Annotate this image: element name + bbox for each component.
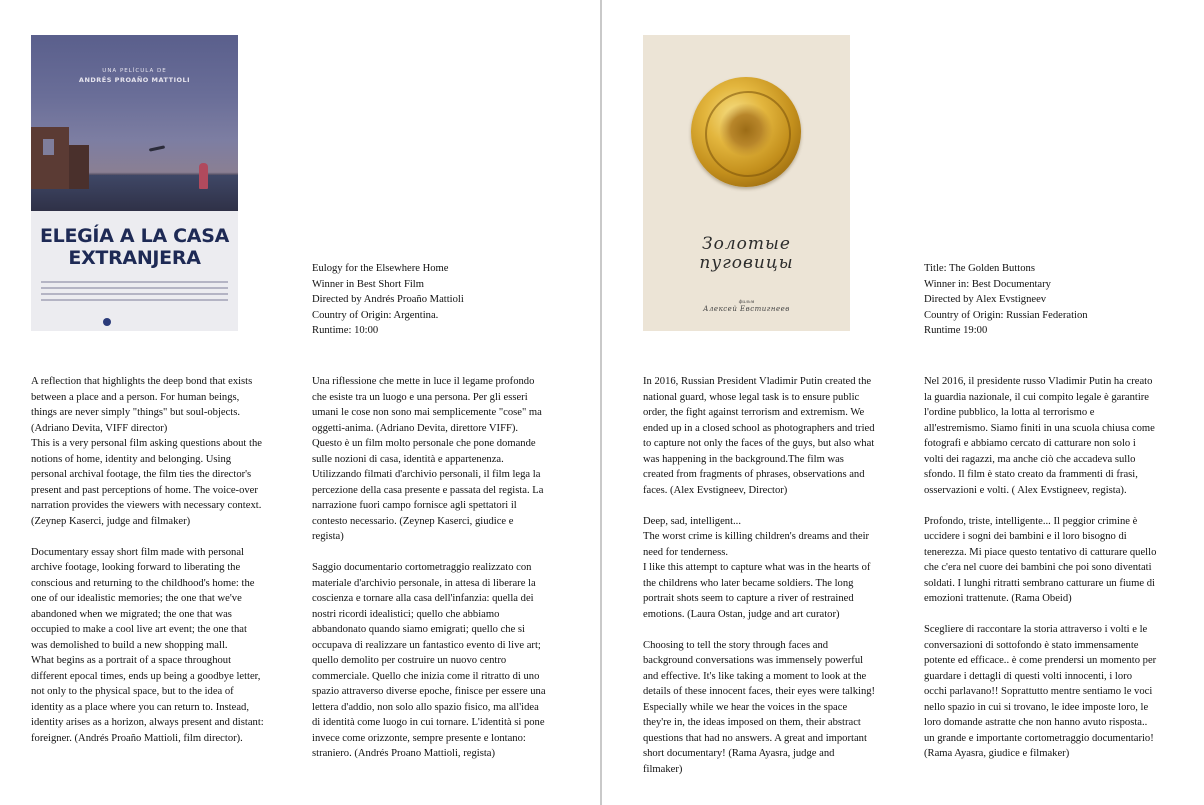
poster-overline-text: UNA PELÍCULA DE (102, 68, 167, 74)
eagle-emblem-icon (719, 103, 773, 157)
review-italian-golden-buttons: Nel 2016, il presidente russo Vladimir Putin ha creato la guardia nazionale, il cui compito legale è garantire l'ordine pubblico, la lotta al terrorismo e all'estremismo. Siamo finiti in una scuola chiusa come fotografi e abbiamo cercato di catturare non solo i volti dei ragazzi, ma anche ciò che accadeva sullo sfondo. Il film è stato creato da frammenti di frasi, osservazioni e volti. ( Alex Evstigneev, regista). Profondo, triste, intelligente... Il peggior crimine è uccidere i sogni dei bambini e il loro bisogno di tenerezza. Mi piace questo tentativo di catturare quello che c'era nel cuore dei bambini che poi sono diventati soldati. I lunghi ritratti sembrano catturare un fiume di emozioni trattenute. (Rama Obeid) Scegliere di raccontare la storia attraverso i volti e le conversazioni di sottofondo è stato immensamente potente ed efficace.. è come prendersi un momento per guardare i dettagli di questi volti innocenti, i loro occhi parlavano!! Soprattutto mentre sentiamo le voci nello spazio in cui si trovano, le idee imposte loro, le loro domande astratte che non hanno avuto risposta.. un grande e importante cortometraggio documentario! (Rama Ayasra, giudice e filmaker) (924, 376, 1157, 759)
review-english-golden-buttons: In 2016, Russian President Vladimir Putin created the national guard, whose legal task is to ensure public order, the fight against terrorism and extremism. We ended up in a closed school as photographers and tried to capture not only the faces of the guys, but also what was happening in the background.The film was created from fragments of phrases, observations and faces. (Alex Evstigneev, Director) Deep, sad, intelligent... The worst crime is killing children's dreams and their need for tenderness. I like this attempt to capture what was in the hearts of the childrens who later became soldiers. The long portrait shots seem to capture a river of restrained emotions. (Laura Ostan, judge and art curator) Choosing to tell the story through faces and background conversations was immensely powerful and effective. It's like taking a moment to look at the details of these innocent faces, their eyes were talking! Especially while we hear the voices in the space they're in, the ideas imposed on them, their abstract questions that had no answers. A great and important short documentary! (Rama Ayasra, judge and filmaker) (643, 376, 876, 775)
review-english-elegia: A reflection that highlights the deep bond that exists between a place and a person. For human beings, things are never simply "things" but soul-objects. (Adriano Devita, VIFF director) This is a very personal film asking questions about the notions of home, identity and belonging. Using personal archival footage, the film ties the director's present and past perceptions of home. The voice-over narration provides the viewers with necessary context. (Zeynep Kaserci, judge and filmaker) Documentary essay short film made with personal archive footage, looking forward to liberating the conscious and returning to the childhood's home: the one of our idealistic memories; the one that we've abandoned when we migrated; the one that was occupied to make a cool live art event; the one that was demolished to build a new shopping mall. What begins as a portrait of a space throughout different epocal times, ends up being a goodbye letter, not only to the physical space, but to the idea of identity as a place where you can return to. Instead, identity arises as a horizon, always present and distant: foreigner. (Andrés Proaño Mattioli, film director). (31, 376, 264, 744)
poster-director: Алексей Евстигнеев (703, 305, 790, 313)
film-info-golden-buttons: Title: The Golden Buttons Winner in: Best Documentary Directed by Alex Evstigneev Country of Origin: Russian Federation Runtime 19:00 (924, 263, 1088, 336)
poster-ruin (31, 127, 69, 189)
poster-overline (31, 68, 238, 84)
left-page (0, 0, 600, 805)
right-page (602, 0, 1204, 805)
poster-elegia (31, 35, 238, 331)
poster-title: Золотые пуговицы (699, 234, 794, 273)
poster-director-overline: фильм (738, 300, 755, 305)
golden-button-image (691, 77, 801, 187)
review-italian-elegia: Una riflessione che mette in luce il legame profondo che esiste tra un luogo e una persona. Per gli esseri umani le cose non sono mai semplicemente "cose" ma oggetti-anima. (Adriano Devita, direttore VIFF). Questo è un film molto personale che pone domande sulle nozioni di casa, identità e appartenenza. Utilizzando filmati d'archivio personali, il film lega la percezione della casa presente e passata del regista. La narrazione fuori campo fornisce agli spettatori il contesto necessario. (Zeynep Kaserci, giudice e regista) Saggio documentario cortometraggio realizzato con materiale d'archivio personale, in attesa di liberare la coscienza e tornare alla casa dell'infanzia: quella dei nostri ricordi idealistici; quello che abbiamo abbandonato quando siamo emigrati; quello che si occupava di realizzare un fantastico evento di live art; quello demolito per costruire un nuovo centro commerciale. Quello che inizia come il ritratto di uno spazio attraverso diverse epoche, finisce per essere una lettera d'addio, non solo allo spazio fisico, ma all'idea di identità come luogo in cui tornare. L'identità si pone invece come orizzonte, sempre presente e lontano: straniero. (Andrés Proano Mattioli, regista) (312, 376, 546, 759)
poster-golden-buttons (643, 35, 850, 331)
film-info-elegia: Eulogy for the Elsewhere Home Winner in Best Short Film Directed by Andrés Proaño Mattioli Country of Origin: Argentina. Runtime: 10:00 (312, 263, 464, 336)
poster-director: ANDRÉS PROAÑO MATTIOLI (78, 76, 191, 84)
poster-director-block (643, 300, 850, 313)
poster-ruin-wall (69, 145, 89, 189)
logo-icon (103, 318, 111, 326)
poster-credits-block (41, 281, 228, 307)
poster-title: ELEGÍA A LA CASA EXTRANJERA (39, 225, 230, 269)
girl-figure (199, 163, 208, 189)
poster-logos (103, 311, 173, 321)
poster-ruin-window (43, 139, 54, 155)
